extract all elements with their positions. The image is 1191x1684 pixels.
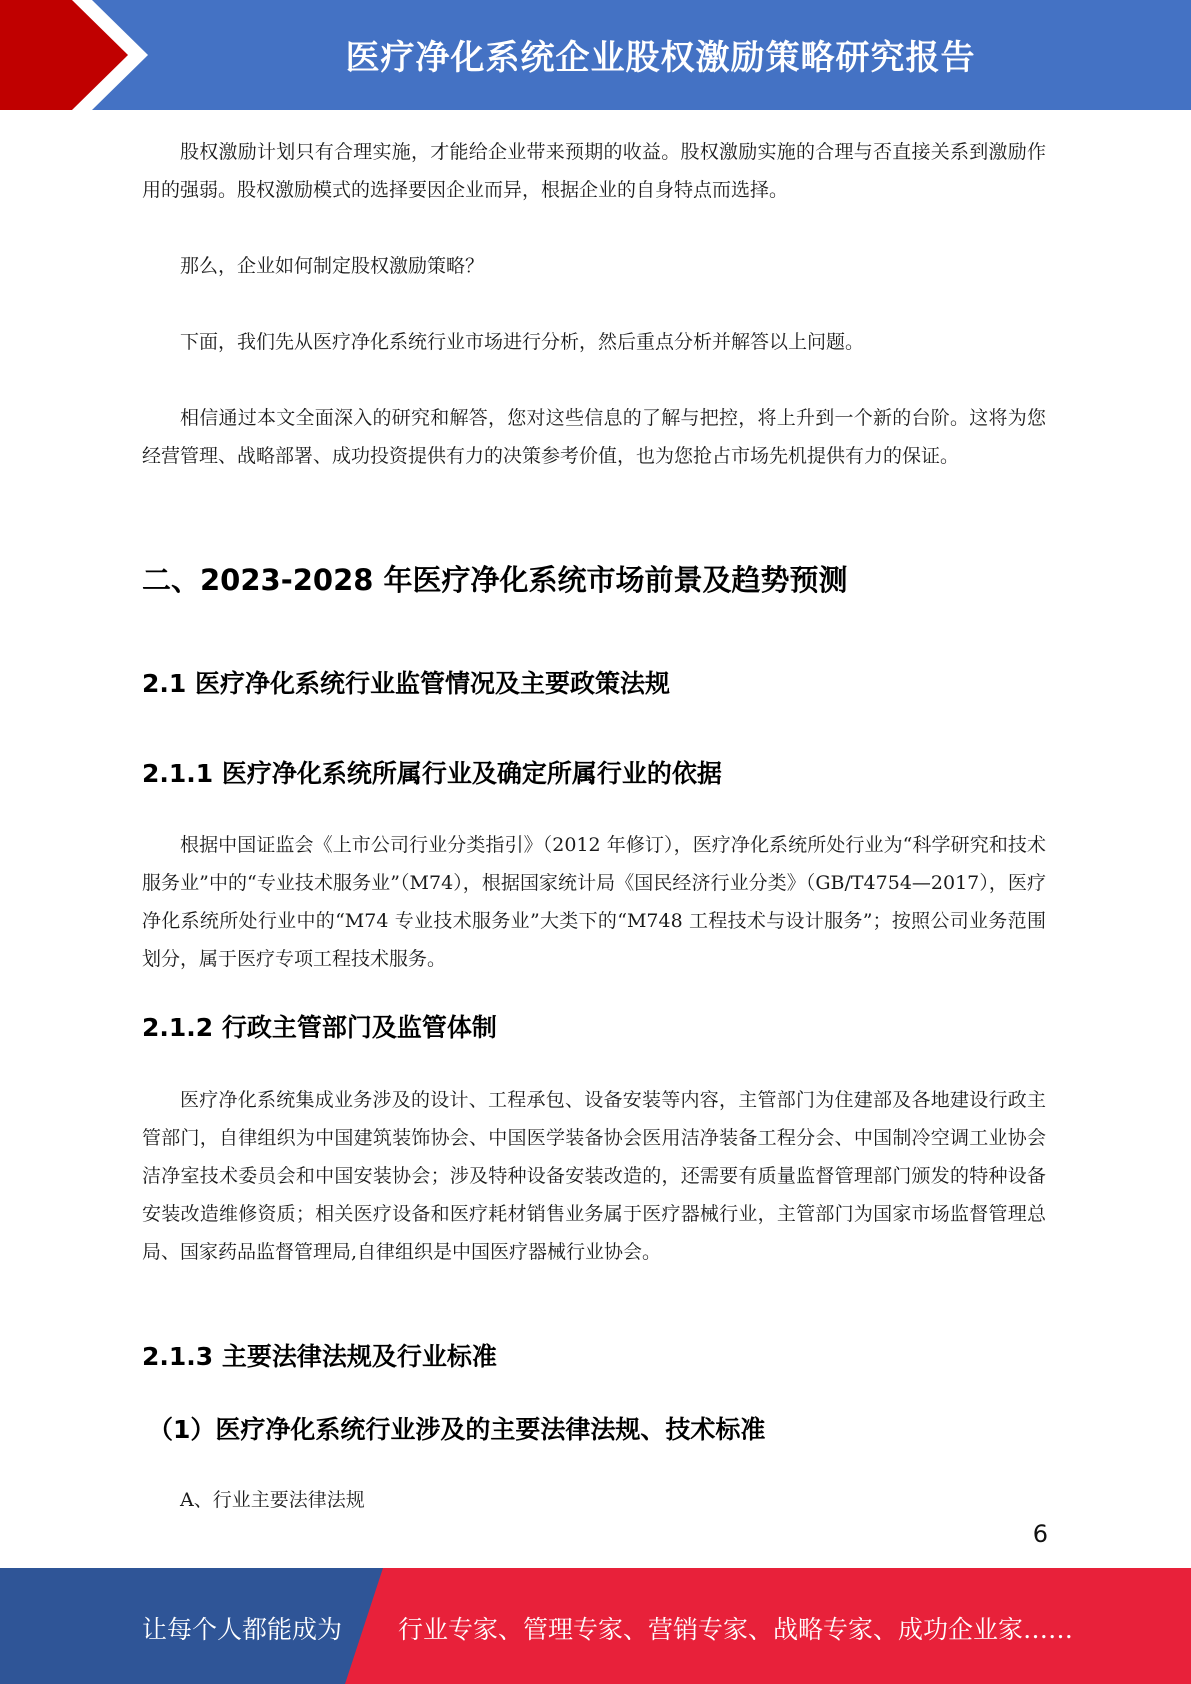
header-arrow-icon	[0, 0, 160, 110]
subheading-laws-standards: （1）医疗净化系统行业涉及的主要法律法规、技术标准	[148, 1415, 766, 1444]
header-banner	[0, 0, 1191, 110]
subsection-heading-2-1-2: 2.1.2 行政主管部门及监管体制	[142, 1013, 497, 1042]
report-title: 医疗净化系统企业股权激励策略研究报告	[345, 38, 976, 78]
paragraph-laws-list-label: A、行业主要法律法规	[180, 1489, 365, 1511]
footer-slogan-left: 让每个人都能成为	[142, 1615, 343, 1644]
subsection-heading-2-1: 2.1 医疗净化系统行业监管情况及主要政策法规	[142, 669, 670, 698]
paragraph-value: 相信通过本文全面深入的研究和解答，您对这些信息的了解与把控，将上升到一个新的台阶。这将为您经营管理、战略部署、成功投资提供有力的决策参考价值，也为您抢占市场先机提供有力的保证。	[142, 407, 1046, 467]
paragraph-analysis-plan: 下面，我们先从医疗净化系统行业市场进行分析，然后重点分析并解答以上问题。	[180, 331, 865, 353]
page-number: 6	[1032, 1520, 1048, 1548]
subsection-heading-2-1-1: 2.1.1 医疗净化系统所属行业及确定所属行业的依据	[142, 759, 722, 788]
footer-banner	[0, 1568, 1191, 1684]
paragraph-industry-classification: 根据中国证监会《上市公司行业分类指引》（2012 年修订），医疗净化系统所处行业为“科学研究和技术服务业”中的“专业技术服务业”（M74），根据国家统计局《国民经济行业分类》（GB/T4754—2017），医疗净化系统所处行业中的“M74 专业技术服务业”大类下的“M748 工程技术与设计服务”；按照公司业务范围划分，属于医疗专项工程技术服务。	[142, 834, 1046, 970]
paragraph-intro: 股权激励计划只有合理实施，才能给企业带来预期的收益。股权激励实施的合理与否直接关系到激励作用的强弱。股权激励模式的选择要因企业而异，根据企业的自身特点而选择。	[142, 141, 1046, 201]
subsection-heading-2-1-3: 2.1.3 主要法律法规及行业标准	[142, 1342, 497, 1371]
footer-slogan-right: 行业专家、管理专家、营销专家、战略专家、成功企业家……	[398, 1615, 1074, 1644]
section-heading-2: 二、2023-2028 年医疗净化系统市场前景及趋势预测	[142, 563, 848, 597]
paragraph-regulatory-system: 医疗净化系统集成业务涉及的设计、工程承包、设备安装等内容，主管部门为住建部及各地建设行政主管部门，自律组织为中国建筑装饰协会、中国医学装备协会医用洁净装备工程分会、中国制冷空调工业协会洁净室技术委员会和中国安装协会；涉及特种设备安装改造的，还需要有质量监督管理部门颁发的特种设备安装改造维修资质；相关医疗设备和医疗耗材销售业务属于医疗器械行业，主管部门为国家市场监督管理总局、国家药品监督管理局,自律组织是中国医疗器械行业协会。	[142, 1089, 1046, 1263]
paragraph-question: 那么，企业如何制定股权激励策略？	[180, 255, 485, 277]
